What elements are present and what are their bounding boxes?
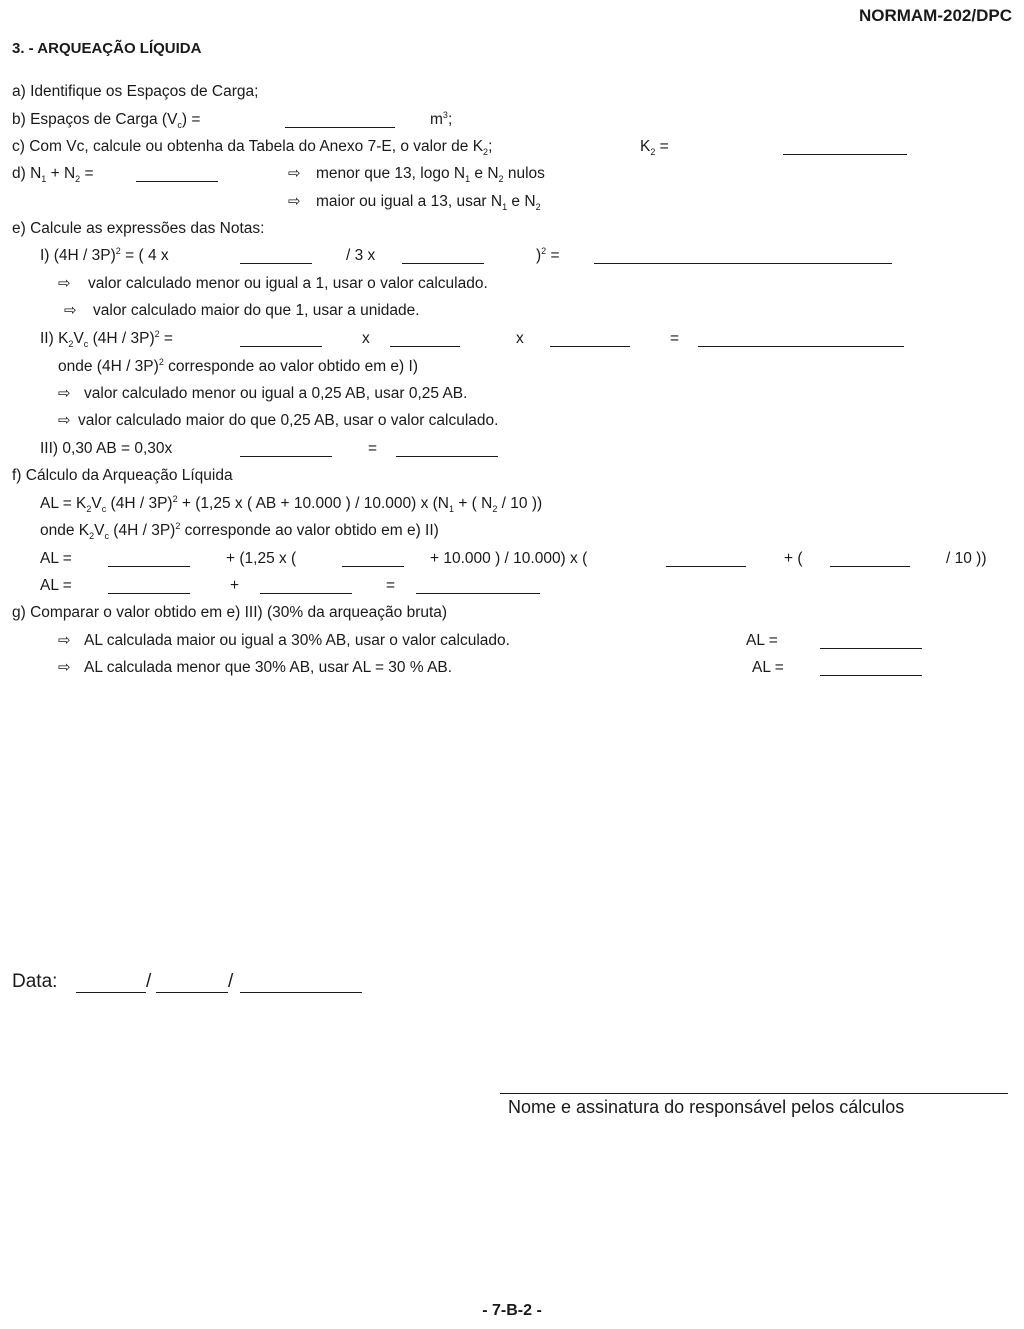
- f-formula: AL = $K_2V_c$ (4H / 3P)$^2$ + (1,25 x ( AB + 10.000 ) / 10.000) x ($N_1$ + ( $N_2 / 10$ )): [40, 493, 543, 515]
- arrow-icon: ⇨: [58, 632, 71, 649]
- arrow-icon: ⇨: [58, 659, 71, 676]
- f-term2-field[interactable]: [260, 593, 352, 594]
- g-al-label-2: AL =: [752, 659, 784, 676]
- d-option-at-least-13: maior ou igual a 13, usar $N_1$ e $N_2$: [316, 193, 541, 213]
- item-g-text: g) Comparar o valor obtido em e) III) (30% da arqueação bruta): [12, 604, 448, 621]
- f-line1-part-e: / 10 )): [946, 550, 987, 567]
- e2-expression: II) $K_2V_c$ (4H / 3P)$^2$ =: [40, 328, 173, 350]
- d-option-less-than-13: menor que 13, logo $N_1$ e $N_2$ nulos: [316, 165, 545, 185]
- n1-n2-field[interactable]: [136, 181, 218, 182]
- f-line1-part-b: + (1,25 x (: [226, 550, 297, 567]
- date-separator: /: [228, 971, 234, 992]
- e2-vc-field[interactable]: [390, 346, 460, 347]
- item-e-text: e) Calcule as expressões das Notas:: [12, 220, 265, 237]
- e3-ab-field[interactable]: [240, 456, 332, 457]
- g-al-field-1[interactable]: [820, 648, 922, 649]
- e2-times-1: x: [362, 330, 370, 347]
- e2-times-2: x: [516, 330, 524, 347]
- e2-k2-field[interactable]: [240, 346, 322, 347]
- g-option-1: AL calculada maior ou igual a 30% AB, usar o valor calculado.: [84, 632, 510, 649]
- section-title: 3. - ARQUEAÇÃO LÍQUIDA: [12, 40, 202, 57]
- e3-result-field[interactable]: [396, 456, 498, 457]
- e2-equals: =: [670, 330, 680, 347]
- f-k2vc-field[interactable]: [108, 566, 190, 567]
- e1-option-1: valor calculado menor ou igual a 1, usar o valor calculado.: [88, 275, 488, 292]
- date-day-field[interactable]: [76, 992, 146, 993]
- document-code: NORMAM-202/DPC: [858, 6, 1012, 25]
- f-term1-field[interactable]: [108, 593, 190, 594]
- f-line1-part-d: + (: [784, 550, 803, 567]
- g-al-label-1: AL =: [746, 632, 778, 649]
- date-month-field[interactable]: [156, 992, 228, 993]
- signature-label: Nome e assinatura do responsável pelos cálculos: [508, 1097, 905, 1117]
- signature-line[interactable]: [500, 1093, 1008, 1094]
- f-line2-equals: =: [386, 577, 396, 594]
- g-al-field-2[interactable]: [820, 675, 922, 676]
- e1-close-text: )$^2$ =: [536, 245, 560, 264]
- arrow-icon: ⇨: [64, 302, 77, 319]
- e2-ratio-field[interactable]: [550, 346, 630, 347]
- f-line1-al: AL =: [40, 550, 72, 567]
- e1-expression: I) (4H / 3P)$^2$ = ( 4 x: [40, 245, 169, 264]
- e2-option-2: valor calculado maior do que 0,25 AB, usar o valor calculado.: [78, 412, 499, 429]
- item-d-label: d) $N_1 + N_2$ =: [12, 165, 94, 185]
- item-a-text: a) Identifique os Espaços de Carga;: [12, 83, 259, 100]
- arrow-icon: ⇨: [58, 275, 71, 292]
- arrow-icon: ⇨: [58, 412, 71, 429]
- e3-equals: =: [368, 440, 378, 457]
- f-line2-al: AL =: [40, 577, 72, 594]
- item-b-label: b) Espaços de Carga $(V_c)$ =: [12, 111, 201, 131]
- date-label: Data:: [12, 971, 58, 992]
- e1-option-2: valor calculado maior do que 1, usar a unidade.: [93, 302, 420, 319]
- arrow-icon: ⇨: [58, 385, 71, 402]
- page-number: - 7-B-2 -: [482, 1302, 542, 1319]
- f-n2-field[interactable]: [830, 566, 910, 567]
- e1-h-field[interactable]: [240, 263, 312, 264]
- f-n1-field[interactable]: [666, 566, 746, 567]
- e1-result-field[interactable]: [594, 263, 892, 264]
- arrow-icon: ⇨: [288, 193, 301, 210]
- f-note: onde $K_2V_c$ (4H / 3P)$^2$ corresponde ao valor obtido em e) II): [40, 520, 439, 542]
- e3-expression: III) 0,30 AB = 0,30x: [40, 440, 173, 457]
- item-c-text: c) Com Vc, calcule ou obtenha da Tabela do Anexo 7-E, o valor de $K_2$;: [12, 138, 493, 158]
- k2-label: $K_2$ =: [640, 138, 669, 158]
- item-f-text: f) Cálculo da Arqueação Líquida: [12, 467, 233, 484]
- arrow-icon: ⇨: [288, 165, 301, 182]
- e1-divide-text: / 3 x: [346, 247, 376, 264]
- cargo-space-field[interactable]: [285, 127, 395, 128]
- e2-option-1: valor calculado menor ou igual a 0,25 AB, usar 0,25 AB.: [84, 385, 468, 402]
- e1-p-field[interactable]: [402, 263, 484, 264]
- date-year-field[interactable]: [240, 992, 362, 993]
- f-line1-part-c: + 10.000 ) / 10.000) x (: [430, 550, 588, 567]
- date-separator: /: [146, 971, 152, 992]
- e2-result-field[interactable]: [698, 346, 904, 347]
- e2-note: onde (4H / 3P)$^2$ corresponde ao valor obtido em e) I): [58, 356, 418, 375]
- k2-field[interactable]: [783, 154, 907, 155]
- f-line2-plus: +: [230, 577, 240, 594]
- g-option-2: AL calculada menor que 30% AB, usar AL = 30 % AB.: [84, 659, 453, 676]
- f-ab-field[interactable]: [342, 566, 404, 567]
- cubic-meter-unit: $m^3$;: [430, 109, 453, 128]
- f-total-field[interactable]: [416, 593, 540, 594]
